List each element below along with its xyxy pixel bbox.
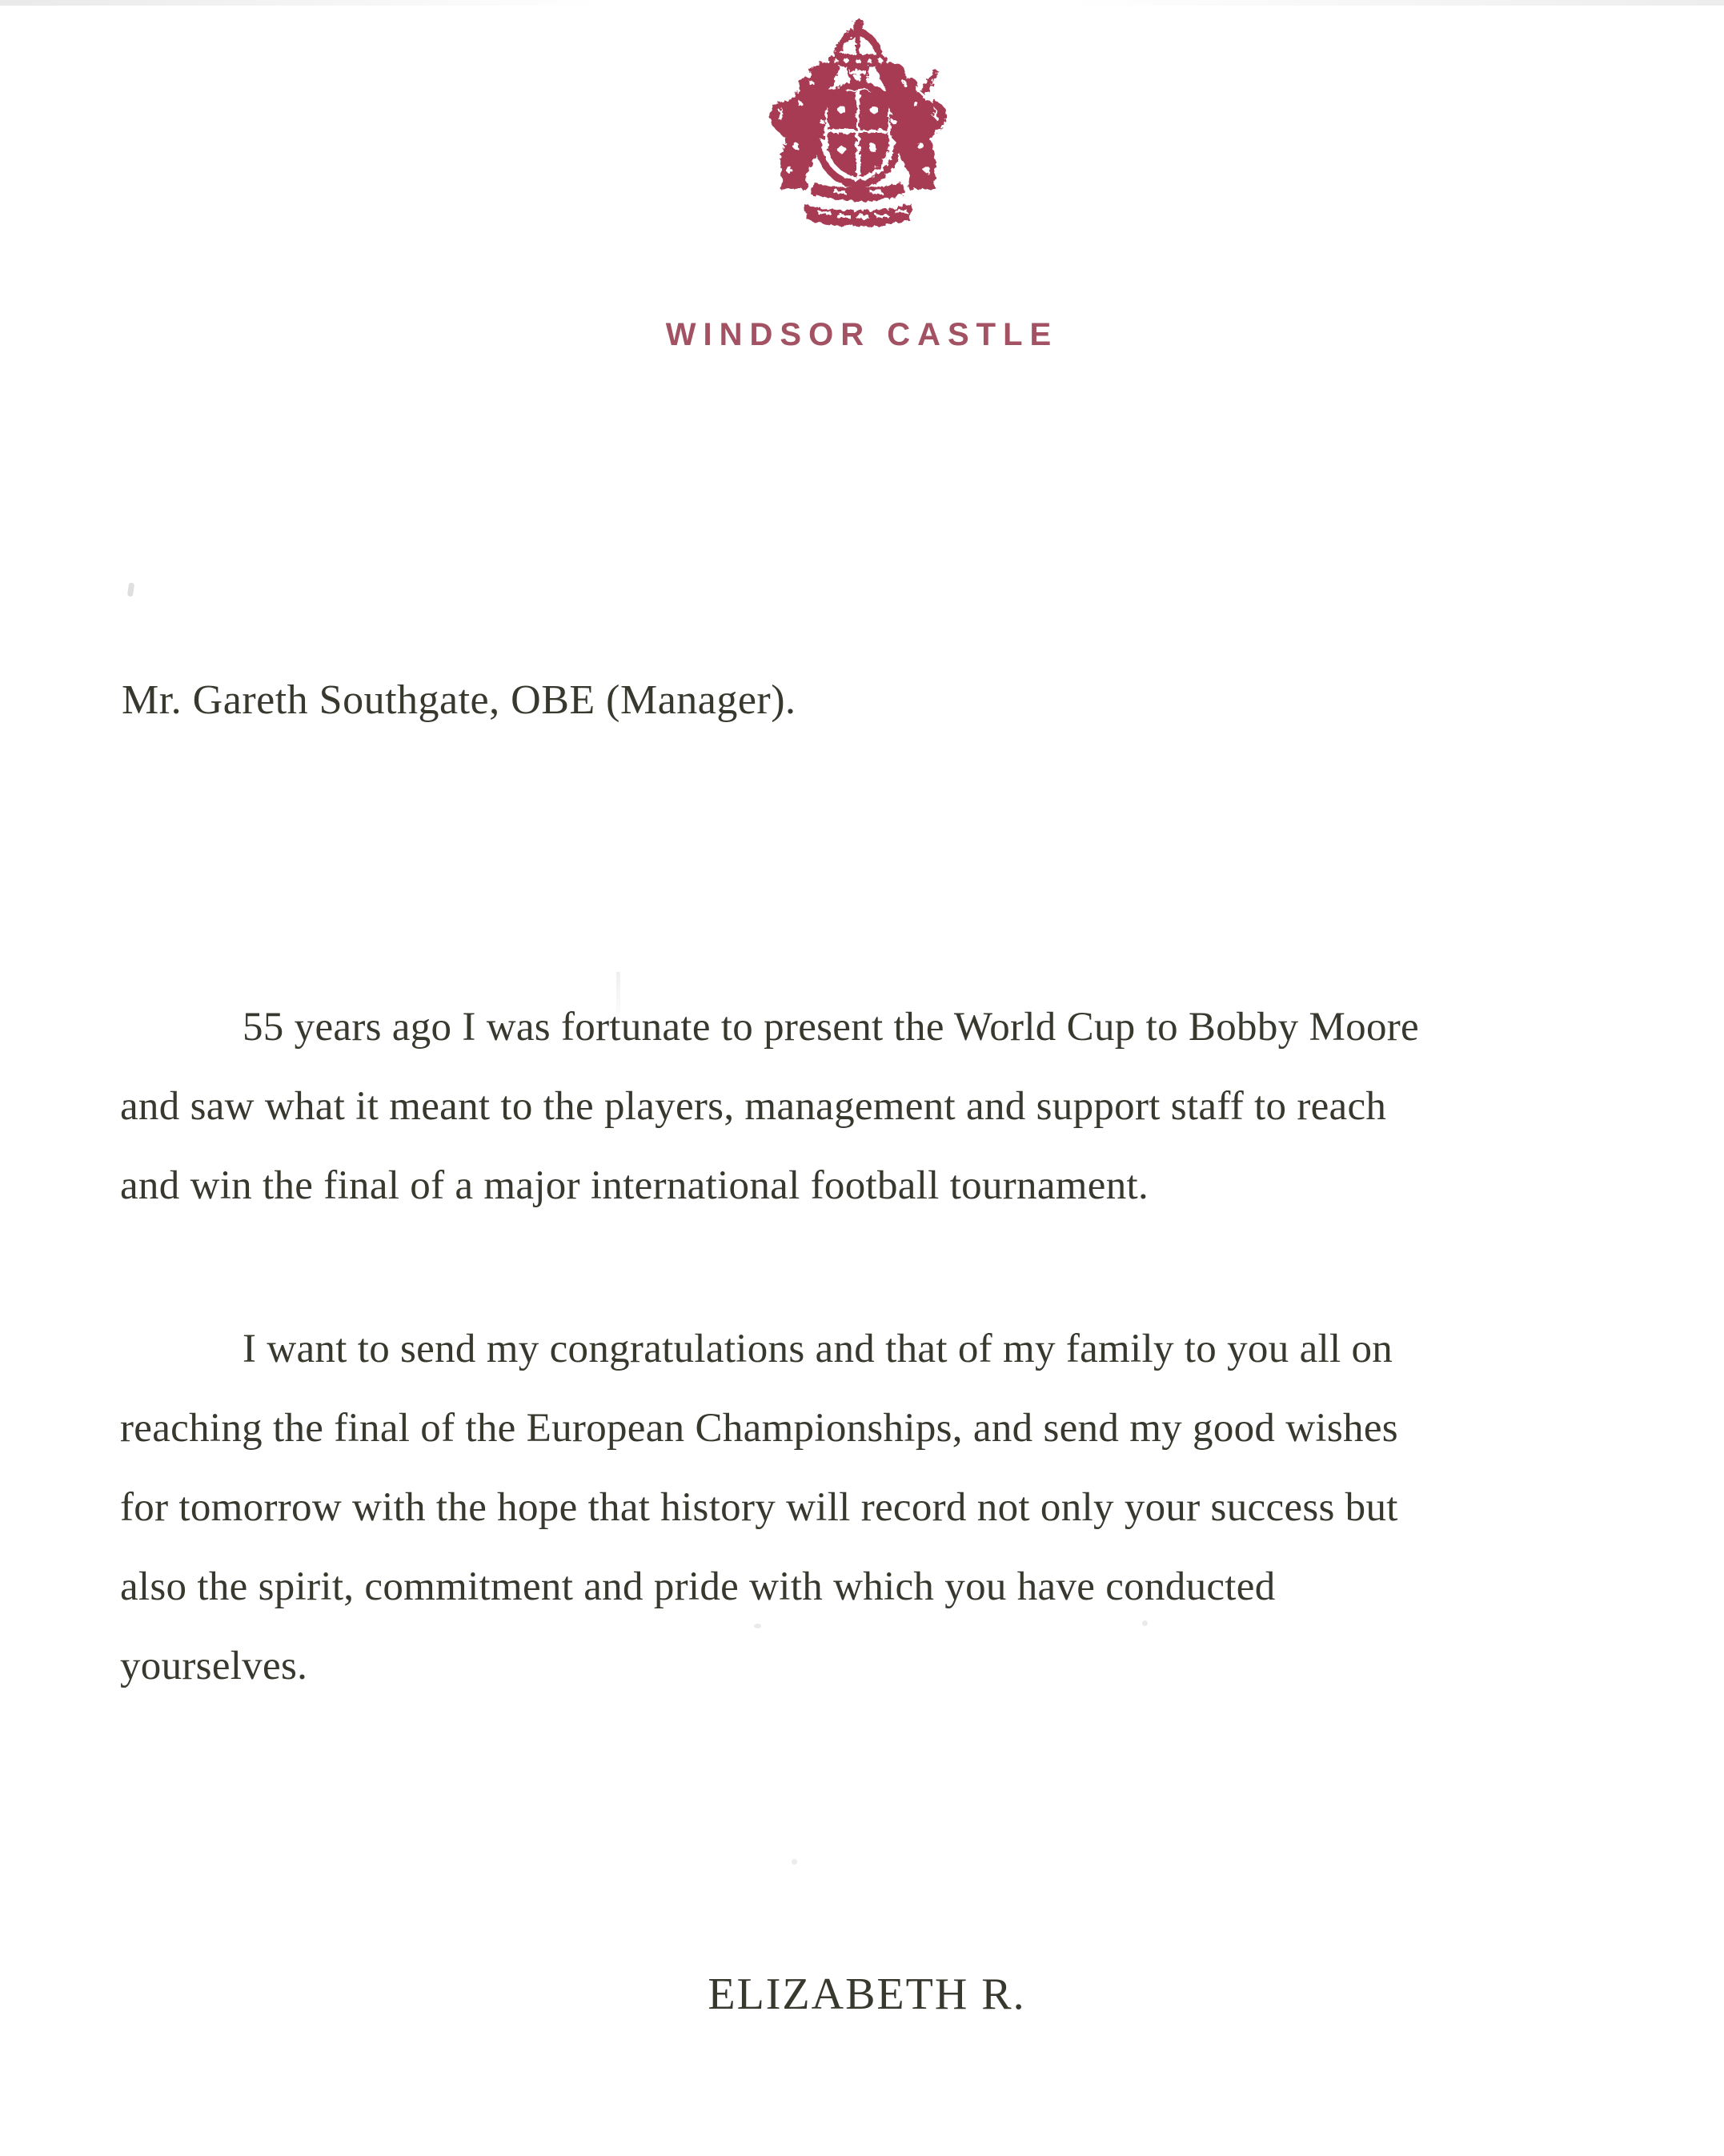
body-line: also the spirit, commitment and pride with which you have conducted xyxy=(120,1564,1276,1609)
body-line: yourselves. xyxy=(120,1644,308,1688)
letter-body xyxy=(120,988,1633,1706)
royal-coat-of-arms-crest xyxy=(738,16,978,253)
body-line: reaching the final of the European Championships, and send my good wishes xyxy=(120,1406,1398,1451)
paragraph-1 xyxy=(120,988,1633,1226)
letterhead-title: WINDSOR CASTLE xyxy=(665,317,1059,352)
royal-crest-icon xyxy=(738,16,978,253)
recipient-line: Mr. Gareth Southgate, OBE (Manager). xyxy=(122,677,796,723)
body-line: and win the final of a major international football tournament. xyxy=(120,1163,1149,1208)
signature: ELIZABETH R. xyxy=(708,1969,1026,2019)
scan-artifact xyxy=(127,583,134,597)
scan-artifact xyxy=(792,1859,797,1865)
body-line: I want to send my congratulations and that of my family to you all on xyxy=(243,1327,1393,1371)
body-line: 55 years ago I was fortunate to present the World Cup to Bobby Moore xyxy=(243,1005,1419,1050)
scan-artifact xyxy=(0,0,1724,6)
paragraph-2 xyxy=(120,1310,1633,1706)
body-line: for tomorrow with the hope that history will record not only your success but xyxy=(120,1485,1398,1530)
body-line: and saw what it meant to the players, management and support staff to reach xyxy=(120,1084,1387,1129)
